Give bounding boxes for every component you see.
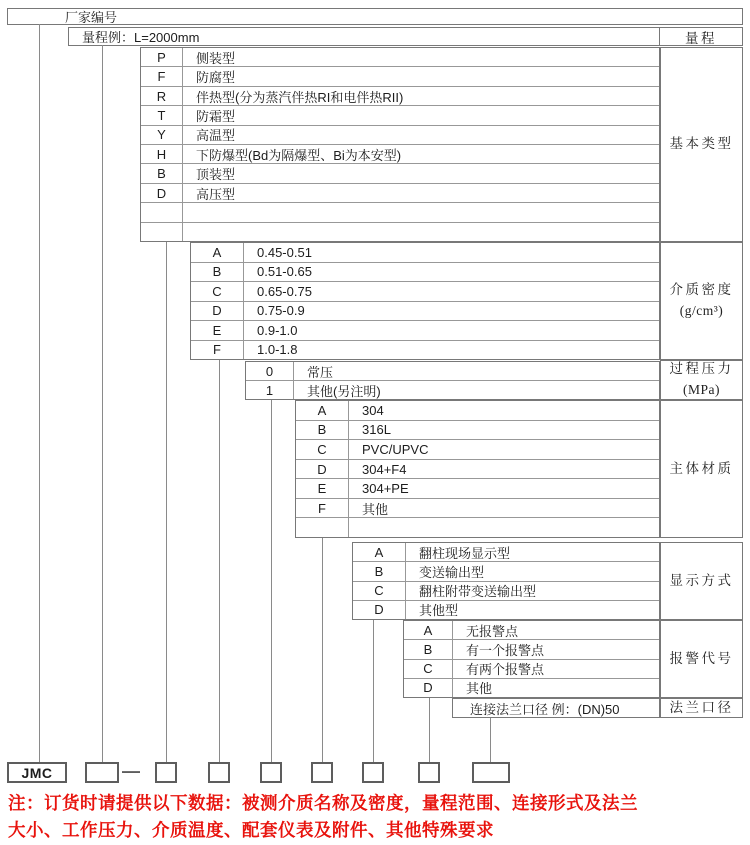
code-cell — [141, 223, 183, 241]
table-row — [191, 321, 659, 341]
table-row — [191, 282, 659, 302]
desc-cell: 304 — [362, 402, 384, 418]
table-row — [141, 223, 659, 241]
desc-cell: 316L — [362, 422, 391, 438]
desc-cell: 其他 — [466, 681, 493, 697]
table-row — [246, 381, 659, 399]
range-row — [68, 27, 743, 46]
code-cell — [141, 203, 183, 221]
table-row — [191, 302, 659, 322]
desc-cell: 0.9-1.0 — [257, 322, 298, 338]
section-label-basic-type — [660, 47, 743, 242]
code-cell: C — [404, 660, 453, 678]
code-box-pressure — [260, 762, 282, 783]
label-text: 基本类型 — [669, 136, 734, 152]
code-cell: D — [353, 601, 406, 619]
connector-line-alarm — [429, 698, 430, 762]
basic-type-table — [140, 47, 660, 242]
connector-line-material — [322, 538, 323, 762]
ordering-note — [8, 790, 746, 844]
ordering-note-line1: 注：订货时请提供以下数据：被测介质名称及密度，量程范围、连接形式及法兰 — [8, 793, 638, 813]
connector-line-range — [102, 45, 103, 762]
table-row — [404, 621, 659, 640]
table-row — [353, 562, 659, 581]
label-unit: (MPa) — [683, 382, 720, 397]
model-separator-dash: — — [122, 760, 140, 781]
code-cell: B — [296, 421, 349, 440]
code-cell: F — [191, 341, 244, 360]
table-row — [141, 164, 659, 183]
desc-cell — [183, 203, 659, 221]
table-row — [296, 460, 659, 480]
code-cell: P — [141, 48, 183, 66]
desc-cell: 1.0-1.8 — [257, 342, 298, 358]
connector-line-basic — [166, 242, 167, 762]
code-box-alarm — [418, 762, 440, 783]
table-row — [353, 582, 659, 601]
code-cell: E — [191, 321, 244, 340]
code-cell: F — [296, 499, 349, 518]
label-text: 报警代号 — [669, 650, 734, 666]
section-label-pressure — [660, 360, 743, 400]
desc-cell: 伴热型(分为蒸汽伴热RI和电伴热RII) — [196, 89, 404, 105]
alarm-table — [403, 620, 660, 698]
desc-cell: 常压 — [307, 364, 334, 380]
desc-cell — [183, 223, 659, 241]
code-cell: A — [353, 543, 406, 561]
label-text: 介质密度 — [669, 282, 734, 298]
desc-cell: 翻柱现场显示型 — [419, 545, 511, 561]
code-cell: A — [296, 401, 349, 420]
desc-cell: 304+PE — [362, 481, 409, 497]
section-label-display — [660, 542, 743, 620]
display-table — [352, 542, 660, 620]
desc-cell: 其他(另注明) — [307, 383, 381, 399]
code-cell: D — [191, 302, 244, 321]
section-label-density — [660, 242, 743, 360]
code-cell: T — [141, 106, 183, 124]
table-row — [296, 479, 659, 499]
label-unit: (g/cm³) — [679, 303, 724, 318]
label-text: 法兰口径 — [669, 699, 734, 715]
model-prefix-box: JMC — [7, 762, 67, 783]
desc-cell: 无报警点 — [466, 623, 519, 639]
connector-line-pressure — [271, 400, 272, 762]
desc-cell: 高温型 — [196, 128, 236, 144]
code-cell: C — [353, 582, 406, 600]
connector-line-display — [373, 620, 374, 762]
code-cell: B — [191, 263, 244, 282]
desc-cell: 0.65-0.75 — [257, 283, 312, 299]
desc-cell: 高压型 — [196, 186, 236, 202]
density-table — [190, 242, 660, 360]
material-table — [295, 400, 660, 538]
table-row — [141, 48, 659, 67]
desc-cell: 有一个报警点 — [466, 642, 545, 658]
desc-cell: 下防爆型(Bd为隔爆型、Bi为本安型) — [196, 147, 402, 163]
desc-cell: 其他 — [362, 501, 389, 517]
table-row — [141, 145, 659, 164]
table-row — [404, 679, 659, 697]
code-cell: R — [141, 87, 183, 105]
range-label-cell: 量程 — [685, 30, 717, 46]
connector-line-density — [219, 360, 220, 762]
code-cell: E — [296, 479, 349, 498]
desc-cell: 翻柱附带变送输出型 — [419, 584, 537, 600]
label-text: 主体材质 — [669, 460, 734, 476]
label-text: 显示方式 — [669, 572, 734, 588]
table-row — [404, 640, 659, 659]
desc-cell: 0.75-0.9 — [257, 303, 305, 319]
code-cell: B — [404, 640, 453, 658]
code-cell: 1 — [246, 381, 294, 399]
desc-cell: 304+F4 — [362, 461, 407, 477]
code-box-density — [208, 762, 230, 783]
desc-cell: 防霜型 — [196, 108, 236, 124]
table-row — [191, 263, 659, 283]
code-cell: H — [141, 145, 183, 163]
desc-cell: 顶装型 — [196, 167, 236, 183]
code-cell: C — [191, 282, 244, 301]
desc-cell: 侧装型 — [196, 50, 236, 66]
connector-line-factory — [39, 24, 40, 762]
table-row — [296, 440, 659, 460]
flange-row: 连接法兰口径 例：(DN)50 — [452, 698, 660, 718]
table-row — [246, 362, 659, 381]
desc-cell: 防腐型 — [196, 70, 236, 86]
factory-code-label: 厂家编号 — [65, 10, 118, 25]
table-row — [191, 243, 659, 263]
desc-cell: PVC/UPVC — [362, 441, 429, 457]
section-label-alarm — [660, 620, 743, 698]
range-example-cell: 量程例：L=2000mm — [69, 28, 660, 45]
factory-code-box — [7, 8, 743, 25]
code-cell: D — [404, 679, 453, 697]
code-cell: B — [353, 562, 406, 580]
code-cell: D — [296, 460, 349, 479]
code-cell — [296, 518, 349, 537]
desc-cell: 其他型 — [419, 603, 459, 619]
code-cell: D — [141, 184, 183, 202]
table-row — [141, 126, 659, 145]
code-cell: A — [191, 243, 244, 262]
table-row — [141, 67, 659, 86]
code-box-range — [85, 762, 119, 783]
code-cell: B — [141, 164, 183, 182]
code-cell: 0 — [246, 362, 294, 380]
code-cell: C — [296, 440, 349, 459]
code-box-material — [311, 762, 333, 783]
code-cell: F — [141, 67, 183, 85]
table-row — [404, 660, 659, 679]
table-row — [141, 87, 659, 106]
table-row — [296, 421, 659, 441]
table-row — [141, 203, 659, 222]
code-cell: Y — [141, 126, 183, 144]
code-cell: A — [404, 621, 453, 639]
table-row — [191, 341, 659, 360]
ordering-note-line2: 大小、工作压力、介质温度、配套仪表及附件、其他特殊要求 — [8, 820, 494, 840]
table-row — [353, 543, 659, 562]
table-row — [296, 401, 659, 421]
label-text: 过程压力 — [669, 361, 734, 377]
section-label-flange — [660, 698, 743, 718]
table-row — [353, 601, 659, 619]
table-row — [141, 106, 659, 125]
code-box-flange — [472, 762, 510, 783]
table-row — [296, 518, 659, 537]
desc-cell: 有两个报警点 — [466, 662, 545, 678]
desc-cell: 0.51-0.65 — [257, 264, 312, 280]
desc-cell: 0.45-0.51 — [257, 244, 312, 260]
pressure-table — [245, 361, 660, 400]
connector-line-flange — [490, 718, 491, 762]
table-row — [296, 499, 659, 519]
desc-cell: 变送输出型 — [419, 564, 485, 580]
code-box-basic — [155, 762, 177, 783]
code-box-display — [362, 762, 384, 783]
desc-cell — [349, 518, 659, 537]
table-row — [141, 184, 659, 203]
section-label-material — [660, 400, 743, 538]
